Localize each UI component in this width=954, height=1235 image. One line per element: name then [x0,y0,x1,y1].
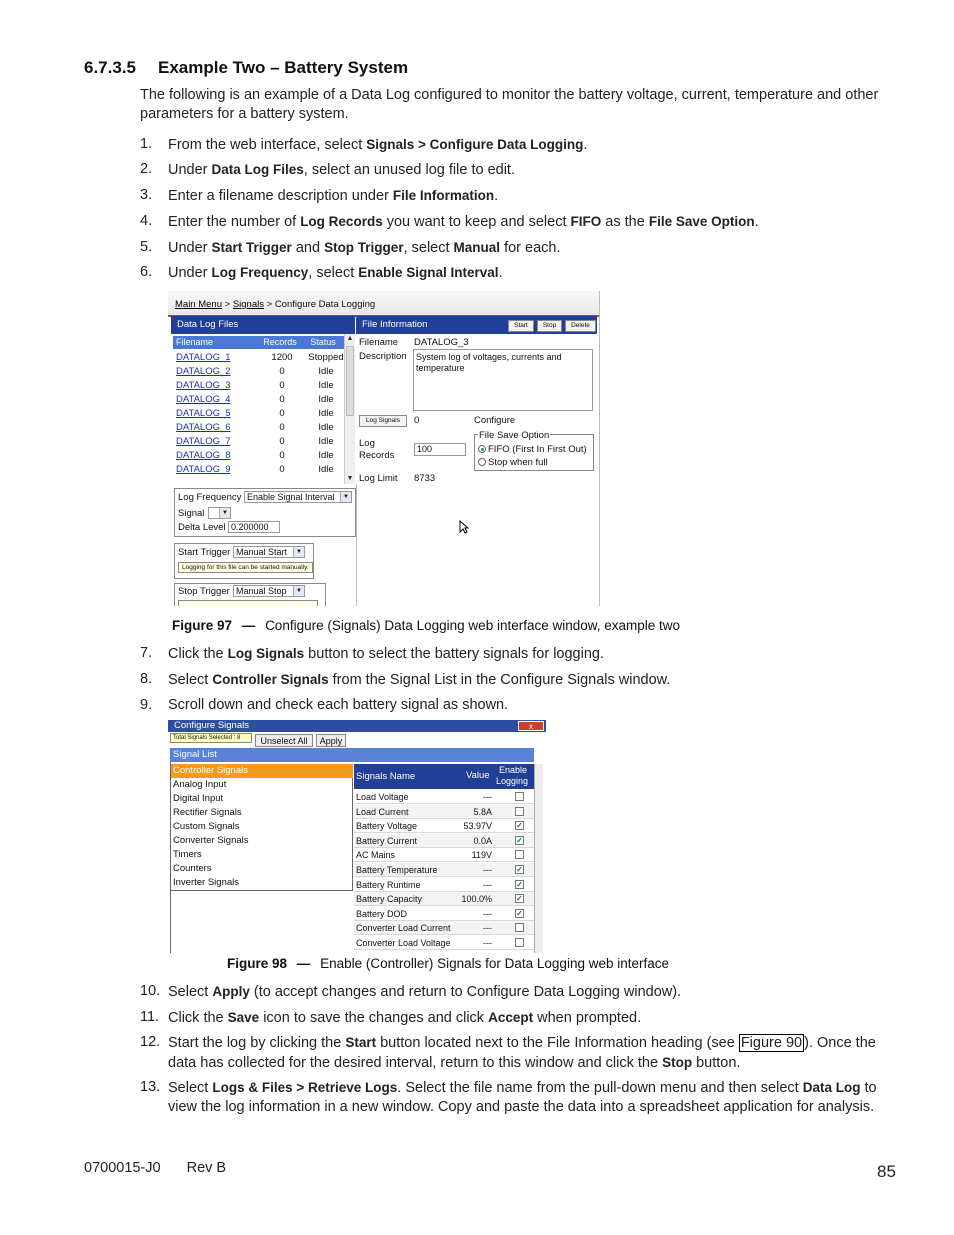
stop-button[interactable]: Stop [537,320,562,332]
col-value: Value [466,770,490,781]
delete-button[interactable]: Delete [565,320,596,332]
start-button[interactable]: Start [508,320,534,332]
file-row[interactable] [176,407,344,421]
panel-divider [356,484,357,606]
radio-empty-icon[interactable] [478,458,486,466]
list-right-border [352,764,353,891]
signal-row [354,892,534,906]
file-status: Idle [318,380,334,391]
file-row[interactable] [176,365,344,379]
mouse-cursor-icon [459,520,469,534]
signal-row [354,921,534,935]
footer-doc-id: 0700015-J0 Rev B [84,1160,227,1176]
radio-selected-icon[interactable] [478,445,486,453]
filename-value: DATALOG_3 [414,337,469,348]
signal-value: --- [483,792,492,802]
file-link[interactable]: DATALOG_5 [176,408,231,419]
scroll-down-icon[interactable]: ▼ [346,475,354,482]
signal-name: Battery DOD [356,908,408,919]
top-bar [168,291,599,317]
file-information-header: File Information [356,316,597,334]
filename-label: Filename [359,337,399,348]
col-records: Records [263,337,297,347]
intro-paragraph: The following is an example of a Data Log configured to monitor the battery voltage, current, temperature and other parameters for a battery system. [140,87,879,122]
file-status: Idle [318,422,334,433]
signal-row [354,848,534,862]
files-table-header [173,336,344,349]
file-row[interactable] [176,421,344,435]
signal-name: Converter Load Voltage [356,938,451,948]
configure-label: Configure [474,415,516,426]
log-limit-label: Log Limit [359,473,398,484]
stop-when-full-radio[interactable]: Stop when full [478,457,548,468]
footer-rev: Rev B [186,1160,227,1176]
checkbox-checked-icon[interactable]: ✓ [516,835,523,845]
signal-category[interactable]: Counters [173,863,212,874]
description-textarea[interactable]: System log of voltages, currents and temperature [413,349,593,411]
configure-signals-title: Configure Signals x [168,720,546,732]
fifo-radio[interactable]: FIFO (First In First Out) [478,444,587,455]
signal-name: Load Voltage [356,792,409,802]
signal-name: Battery Capacity [356,894,423,905]
breadcrumb-main-menu[interactable]: Main Menu [175,299,222,310]
signal-name: Battery Voltage [356,821,418,832]
file-row[interactable] [176,351,344,365]
file-records: 0 [279,436,285,447]
signal-category[interactable]: Custom Signals [173,821,240,832]
signal-name: Battery Temperature [356,865,438,875]
signal-row [354,834,534,848]
figure-97-screenshot [168,291,600,606]
figure-98-screenshot [168,720,546,953]
file-link[interactable]: DATALOG_6 [176,422,231,433]
chevron-down-icon[interactable]: ▼ [219,508,230,518]
checkbox-icon[interactable] [515,923,524,932]
log-signals-button[interactable]: Log Signals [359,415,407,427]
list-left-border [170,762,171,953]
signal-value: 100.0% [461,894,492,905]
log-records-input[interactable]: 100 [414,443,466,456]
signal-row [354,790,534,804]
log-limit-value: 8733 [414,473,436,484]
file-records: 0 [279,394,285,405]
checkbox-checked-icon[interactable]: ✓ [516,865,523,874]
signal-category[interactable]: Converter Signals [173,835,249,846]
col-signals-name: Signals Name [356,771,416,782]
file-link[interactable]: DATALOG_3 [176,380,231,391]
signals-count: 0 [414,415,420,426]
file-records: 0 [279,366,285,377]
signals-table-header [354,764,534,789]
checkbox-checked-icon[interactable]: ✓ [516,879,523,889]
file-link[interactable]: DATALOG_2 [176,366,231,377]
signal-value: 0.0A [473,835,492,846]
file-row[interactable] [176,449,344,463]
data-log-files-header: Data Log Files [171,316,355,334]
signal-name: AC Mains [356,850,396,861]
figure-97-caption: Figure 97 — Configure (Signals) Data Logging web interface window, example two [172,618,681,633]
delta-level-input[interactable]: 0.200000 [228,521,280,533]
file-status: Idle [318,366,334,377]
signal-row [354,805,534,819]
signal-select[interactable] [208,507,231,519]
breadcrumb: Main Menu > Signals > Configure Data Logging [175,299,376,310]
signal-row [354,878,534,892]
file-records: 1200 [271,352,293,363]
total-selected-badge: Total Signals Selected : 8 [170,733,252,743]
file-records: 0 [279,380,285,391]
file-link[interactable]: DATALOG_1 [176,352,231,363]
col-status: Status [310,337,336,347]
checkbox-checked-icon[interactable]: ✓ [516,908,523,918]
log-frequency-label: Log Frequency [178,492,242,503]
col-enable: Enable [499,765,528,775]
signal-row [354,863,534,877]
stop-trigger-select[interactable]: Manual Stop ▼ [233,585,305,597]
chevron-down-icon[interactable]: ▼ [293,547,304,557]
checkbox-icon[interactable] [515,792,524,801]
file-link[interactable]: DATALOG_8 [176,450,231,461]
file-row[interactable] [176,379,344,393]
signal-row [354,819,534,833]
signal-row [354,907,534,921]
unselect-all-button[interactable]: Unselect All [255,734,313,747]
col-logging: Logging [496,776,529,786]
file-row[interactable] [176,393,344,407]
file-row[interactable] [176,463,344,477]
file-status: Idle [318,450,334,461]
checkbox-checked-icon[interactable]: ✓ [516,821,523,831]
signal-label: Signal [178,508,205,519]
checkbox-icon[interactable] [515,807,524,816]
chevron-down-icon[interactable]: ▼ [340,492,351,502]
section-number: 6.7.3.5 [84,58,136,77]
description-label: Description [359,351,407,362]
file-records: 0 [279,422,285,433]
signal-list-header: Signal List [170,748,534,762]
signal-value: --- [483,908,492,919]
signal-category-active[interactable]: Controller Signals [171,764,353,778]
delta-level-label: Delta Level [178,522,226,533]
scroll-up-icon[interactable]: ▲ [346,335,354,342]
signal-value: --- [483,923,492,934]
signal-value: --- [483,938,492,948]
list-bottom-border [170,890,353,891]
file-records: 0 [279,464,285,475]
start-trigger-tooltip: Logging for this file can be started manually. [178,562,313,573]
checkbox-checked-icon[interactable]: ✓ [516,894,523,904]
log-frequency-select[interactable]: Enable Signal Interval ▼ [244,491,352,503]
log-records-label: Log Records [359,438,395,461]
checkbox-icon[interactable] [515,850,524,859]
signal-category[interactable]: Timers [173,849,202,860]
breadcrumb-signals[interactable]: Signals [232,299,264,310]
signal-name: Load Current [356,806,409,817]
signal-name: Converter Load Current [356,923,451,934]
signals-scrollbar[interactable] [534,764,543,953]
file-status: Idle [318,394,334,405]
stop-trigger-tooltip [178,600,318,606]
figure-90-link[interactable]: Figure 90 [740,1035,803,1051]
signal-value: 119V [471,850,492,861]
file-status: Idle [318,464,334,475]
file-records: 0 [279,408,285,419]
file-records: 0 [279,450,285,461]
file-status: Idle [318,408,334,419]
file-row[interactable] [176,435,344,449]
file-link[interactable]: DATALOG_4 [176,394,231,405]
start-trigger-select[interactable]: Manual Start ▼ [233,546,305,558]
signal-row [354,936,534,950]
signal-name: Battery Current [356,835,418,846]
chevron-down-icon[interactable]: ▼ [293,586,304,596]
file-status: Idle [318,436,334,447]
figure-98-caption: Figure 98 — Enable (Controller) Signals for Data Logging web interface [227,956,670,971]
signal-category[interactable]: Digital Input [173,793,224,804]
apply-button[interactable]: Apply [316,734,346,747]
page-number: 85 [877,1162,896,1181]
file-status: Stopped [308,352,344,363]
stop-trigger-label: Stop Trigger [178,586,230,597]
signal-value: --- [483,879,492,890]
section-heading [84,58,408,78]
file-link[interactable]: DATALOG_9 [176,464,231,475]
col-filename: Filename [176,337,214,347]
file-save-option-label: File Save Option [479,430,550,441]
signal-category[interactable]: Inverter Signals [173,877,240,888]
checkbox-icon[interactable] [515,938,524,947]
close-icon[interactable]: x [518,721,544,731]
signal-value: --- [483,865,492,875]
signal-value: 5.8A [473,806,492,817]
section-title: Example Two – Battery System [158,58,409,77]
signal-category[interactable]: Rectifier Signals [173,807,242,818]
signal-value: 53.97V [463,821,492,832]
start-trigger-label: Start Trigger [178,547,231,558]
signal-name: Battery Runtime [356,879,421,890]
signal-category[interactable]: Analog Input [173,779,227,790]
file-link[interactable]: DATALOG_7 [176,436,231,447]
